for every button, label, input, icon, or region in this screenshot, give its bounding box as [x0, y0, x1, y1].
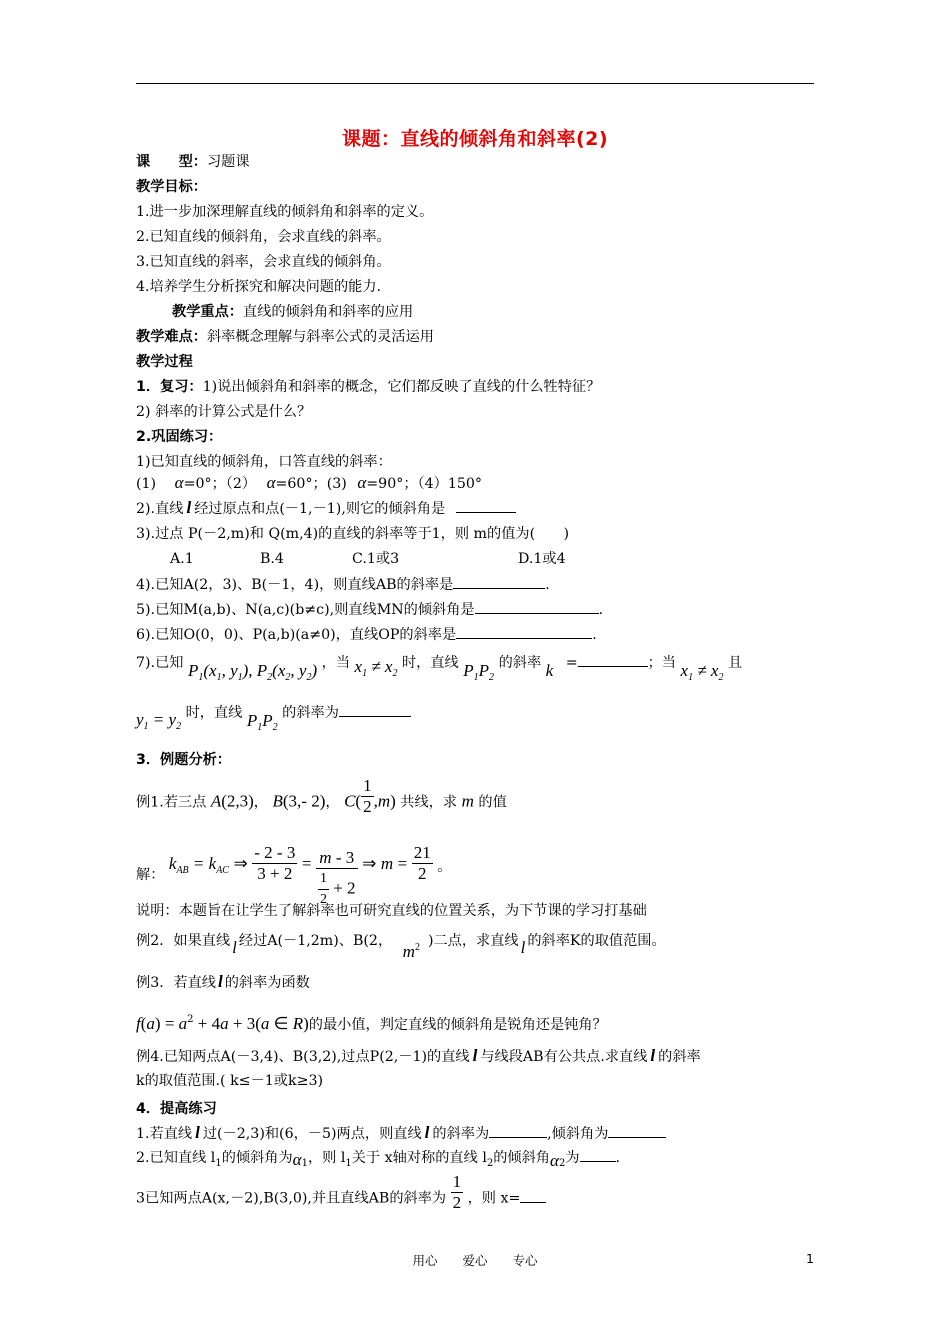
example-4 [136, 1046, 701, 1067]
answer-blank[interactable] [489, 1123, 547, 1138]
implies-arrow: ⇒ [362, 854, 377, 873]
answer-blank[interactable] [475, 599, 599, 614]
line-l-symbol: l [232, 938, 237, 957]
practice-7-text: 的斜率 [498, 655, 542, 671]
practice-7-text: 的斜率为 [282, 705, 339, 721]
key-point-line [172, 302, 413, 322]
choice-a: A.1 [170, 551, 194, 567]
key-point-value: 直线的倾斜角和斜率的应用 [242, 304, 414, 320]
alpha-symbol: α [357, 473, 367, 492]
m-symbol: m [461, 791, 474, 811]
difficulty-line [136, 327, 434, 347]
fraction-result: $\frac{21}{2}$ [413, 842, 431, 883]
example-1: 例1.若三点 A(2,3)， B(3,- 2)， C( $\frac{1}{2}$ ,m) 共线，求 m 的值 [136, 776, 507, 816]
example-2 [136, 926, 666, 961]
page-number: 1 [806, 1251, 814, 1266]
process-heading: 教学过程 [136, 354, 193, 370]
example-3 [136, 972, 310, 993]
advanced-1 [136, 1123, 666, 1144]
point-a: A [210, 791, 222, 811]
example-3-text: 的最小值，判定直线的倾斜角是锐角还是钝角？ [308, 1017, 607, 1033]
practice-5-text: 5).已知M(a,b)、N(a,c)(b≠c),则直线MN的倾斜角是 [136, 602, 475, 618]
example-2-text: )二点，求直线 [427, 933, 519, 949]
answer-blank[interactable] [580, 1147, 616, 1162]
advanced-2-text: 为 [565, 1150, 580, 1166]
header-rule [136, 83, 814, 84]
practice-7-text: 且 [727, 655, 743, 671]
key-point-label: 教学重点： [172, 304, 243, 320]
condition-formula: $x_1 \ne x_2$ [354, 657, 398, 679]
advanced-2-text: 的倾斜角为 [221, 1150, 293, 1166]
advanced-1-text: ,倾斜角为 [547, 1126, 609, 1142]
line-l-symbol: l [424, 1123, 430, 1142]
page-title: 课题：直线的倾斜角和斜率(2) [341, 128, 609, 150]
fraction-slope-ab: $\frac{- 2 - 3}{3 + 2}$ [254, 842, 296, 883]
example-2-text: 例2．如果直线 [136, 933, 231, 949]
advanced-1-text: 的斜率为 [432, 1126, 490, 1142]
objective-item: 3.已知直线的斜率，会求直线的倾斜角。 [136, 254, 391, 270]
advanced-2-text: ，则 l [307, 1150, 346, 1166]
practice-heading: 2.巩固练习： [136, 429, 223, 445]
practice-1-options [136, 473, 482, 494]
objective-item: 2.已知直线的倾斜角，会求直线的斜率。 [136, 229, 391, 245]
line-l-symbol: l [472, 1046, 478, 1065]
alpha-symbol: α [174, 473, 184, 492]
lesson-type-line [136, 152, 250, 172]
example-2-text: 的斜率K的取值范围。 [527, 933, 666, 949]
solution-formula: $k_{AB} = k_{AC}$ [168, 854, 229, 876]
answer-blank[interactable] [608, 1123, 666, 1138]
line-l-symbol: l [520, 938, 526, 957]
function-formula: f [136, 1014, 141, 1033]
condition-formula: $y_1 = y_2$ [136, 710, 182, 732]
practice-1: 1)已知直线的倾斜角，口答直线的斜率： [136, 454, 392, 470]
line-p1p2: $P_1P_2$ [463, 661, 495, 683]
difficulty-label: 教学难点： [136, 329, 207, 345]
practice-5: 5).已知M(a,b)、N(a,c)(b≠c),则直线MN的倾斜角是 . [136, 599, 603, 620]
answer-blank[interactable] [453, 574, 545, 589]
solution-label: 解： [136, 867, 165, 883]
example-1-text: 的值 [478, 794, 507, 811]
practice-3: 3).过点 P(－2,m)和 Q(m,4)的直线的斜率等于1，则 m的值为( ) [136, 526, 570, 542]
fraction-half: $\frac{1}{2}$ [363, 776, 372, 816]
page-footer: 用心 爱心 专心 [412, 1253, 538, 1268]
practice-4-text: 4).已知A(2，3)、B(－1，4)，则直线AB的斜率是 [136, 577, 454, 593]
line-p1p2: $P_1P_2$ [246, 711, 278, 733]
choice-d: D.1或4 [518, 551, 566, 567]
option-2-label: =0°；（2） [183, 476, 257, 492]
practice-7-text: 时，直线 [185, 705, 243, 721]
fraction-half: $\frac{1}{2}$ [452, 1172, 462, 1212]
k-symbol: k [545, 661, 554, 680]
examples-heading: 3．例题分析： [136, 752, 231, 768]
line-l-symbol: l [195, 1123, 200, 1142]
example-1-note: 说明：本题旨在让学生了解斜率也可研究直线的位置关系，为下节课的学习打基础 [136, 903, 647, 919]
practice-7-text: ；当 [647, 655, 676, 671]
practice-4: 4).已知A(2，3)、B(－1，4)，则直线AB的斜率是 . [136, 574, 550, 595]
equals-sign: = [301, 854, 312, 873]
choice-c: C.1或3 [352, 551, 400, 567]
advanced-3-text: ，则 x= [467, 1190, 521, 1207]
line-l-symbol: l [186, 498, 192, 517]
example-2-text: 经过A(－1,2m)、B(2， [238, 933, 393, 949]
option-3-label: =60°；(3) [275, 476, 347, 492]
advanced-1-text: 1.若直线 [136, 1126, 193, 1142]
example-1-text: 共线，求 [400, 794, 458, 811]
practice-7-text: ，当 [321, 655, 351, 671]
line-l-symbol: l [217, 972, 223, 991]
difficulty-value: 斜率概念理解与斜率公式的灵活运用 [206, 329, 434, 345]
answer-blank[interactable] [520, 1188, 546, 1203]
m-symbol: m [380, 854, 394, 873]
lesson-type-label: 课 型： [136, 154, 207, 170]
advanced-heading: 4．提高练习 [136, 1101, 217, 1117]
objective-item: 4.培养学生分析探究和解决问题的能力. [136, 279, 382, 295]
option-4-label: =90°；（4）150° [366, 476, 482, 492]
alpha-symbol: α [266, 473, 276, 492]
advanced-2-text: 的倾斜角 [493, 1150, 550, 1166]
choice-b: B.4 [260, 551, 284, 567]
review-q1: 1)说出倾斜角和斜率的概念，它们都反映了直线的什么牲特征？ [202, 379, 601, 395]
practice-7-cont [136, 702, 411, 733]
answer-blank[interactable] [456, 624, 592, 639]
equals-sign: = [397, 854, 408, 873]
advanced-3 [136, 1172, 546, 1213]
practice-6-text: 6).已知O(0，0)、P(a,b)(a≠0)，直线OP的斜率是 [136, 627, 457, 643]
lesson-type-value: 习题课 [206, 154, 250, 170]
example-1-solution [136, 830, 452, 907]
advanced-2-text: 关于 x轴对称的直线 l [351, 1150, 487, 1166]
objectives-heading: 教学目标： [136, 179, 207, 195]
alpha-symbol: α [292, 1150, 302, 1169]
fraction-slope-ac: m - 3 $\frac{1}{2}$ + 2 [316, 848, 358, 910]
option-1-label: (1) [136, 476, 157, 492]
points-formula: $P_1(x_1$, $y_1$), $P_2(x_2$, $y_2$) [187, 661, 318, 683]
practice-2 [136, 498, 516, 519]
example-4-text: 例4.已知两点A(－3,4)、B(3,2),过点P(2,－1)的直线 [136, 1049, 470, 1065]
period: 。 [437, 859, 452, 875]
example-4-text: 的斜率 [658, 1049, 701, 1065]
line-l-symbol: l [650, 1046, 656, 1065]
advanced-3-text: 3已知两点A(x,－2),B(3,0),并且直线AB的斜率为 [136, 1190, 447, 1207]
practice-7 [136, 652, 743, 683]
practice-2-text-a: 2).直线 [136, 501, 184, 517]
answer-blank[interactable] [456, 498, 516, 513]
review-q2: 2) 斜率的计算公式是什么？ [136, 404, 312, 420]
practice-2-text-b: 经过原点和点(－1,－1),则它的倾斜角是 [194, 501, 446, 517]
point-c: C [344, 791, 356, 811]
example-4-text: 与线段AB有公共点.求直线 [480, 1049, 648, 1065]
m-squared: $m^2$ [402, 942, 420, 961]
example-1-text: 例1.若三点 [136, 794, 207, 811]
point-b: B [272, 791, 283, 811]
answer-blank[interactable] [339, 702, 411, 717]
example-3-text: 的斜率为函数 [224, 975, 310, 991]
advanced-1-text: 过(－2,3)和(6，－5)两点，则直线 [202, 1126, 422, 1142]
objective-item: 1.进一步加深理解直线的倾斜角和斜率的定义。 [136, 204, 434, 220]
practice-6: 6).已知O(0，0)、P(a,b)(a≠0)，直线OP的斜率是 . [136, 624, 597, 645]
condition-formula: $x_1 \ne x_2$ [680, 661, 724, 683]
example-3-text: 例3．若直线 [136, 975, 216, 991]
implies-arrow: ⇒ [233, 854, 248, 873]
review-line-1 [136, 377, 600, 397]
equals-sign: = [565, 655, 578, 671]
example-3-cont: $f(a) = a^2 + 4a + 3(a$ ∈ R)的最小值，判定直线的倾斜角是锐角还是钝角？ [136, 1014, 607, 1033]
example-4-cont: k的取值范围.( k≤－1或k≥3) [136, 1073, 324, 1089]
advanced-2: 2.已知直线 $l_1$的倾斜角为$\alpha_1$，则 $l_1$关于 x轴对称的直线 $l_2$的倾斜角$\alpha_2$为 . [136, 1147, 620, 1174]
answer-blank[interactable] [578, 652, 648, 667]
advanced-2-text: 2.已知直线 l [136, 1150, 216, 1166]
alpha-symbol: α [550, 1151, 559, 1170]
practice-7-text: 时，直线 [401, 655, 459, 671]
practice-7-text: 7).已知 [136, 655, 184, 671]
review-label: 1．复习： [136, 379, 203, 395]
